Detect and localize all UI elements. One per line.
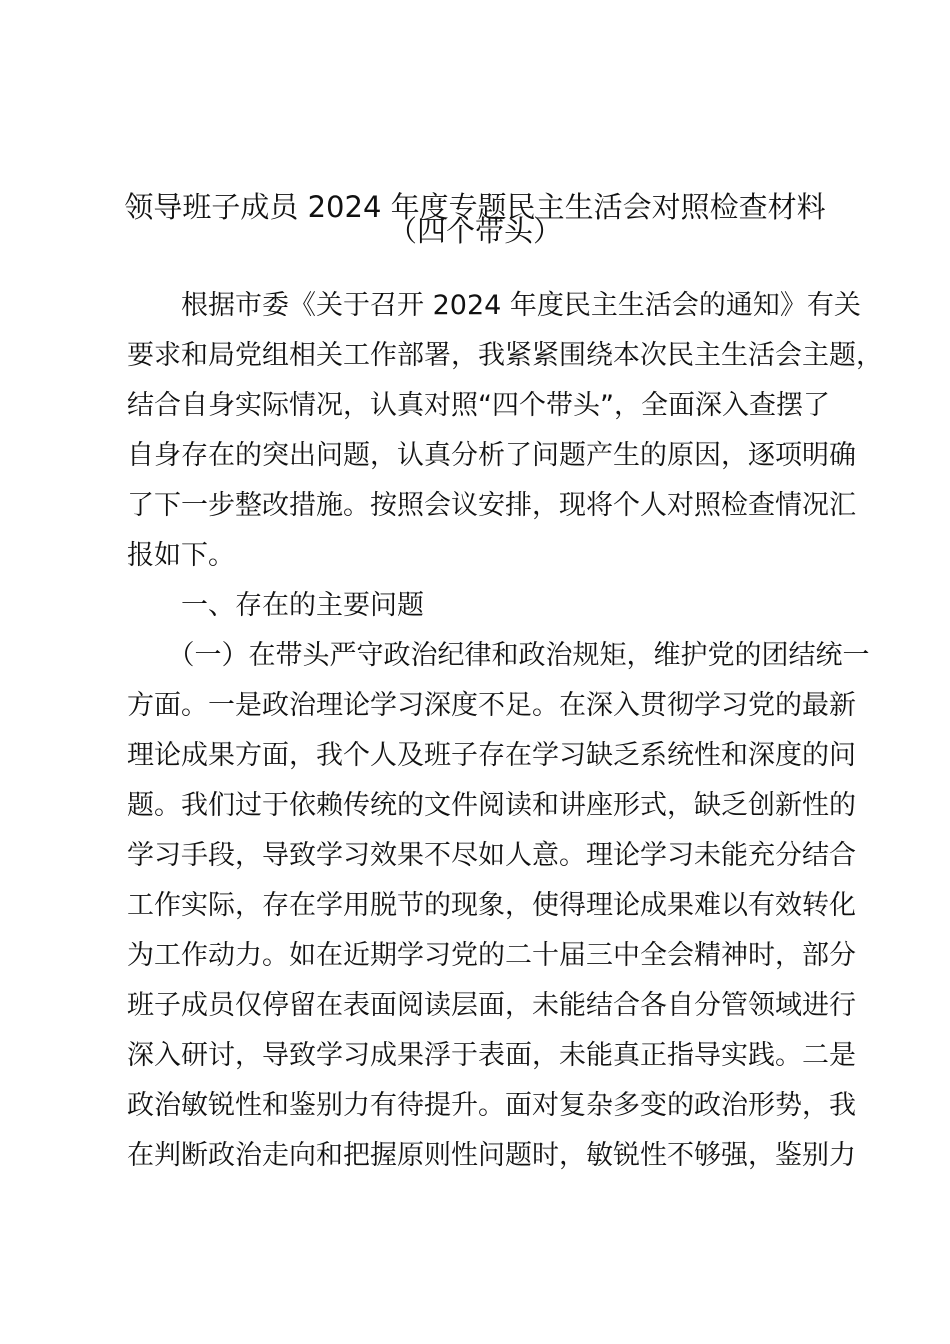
text-line: 工作实际，存在学用脱节的现象，使得理论成果难以有效转化 bbox=[127, 890, 856, 921]
text-line: 结合自身实际情况，认真对照“四个带头”，全面深入查摆了 bbox=[127, 390, 830, 421]
text-line: 要求和局党组相关工作部署，我紧紧围绕本次民主生活会主题， bbox=[127, 340, 883, 371]
subsection-heading-line: （一）在带头严守政治纪律和政治规矩，维护党的团结统一 bbox=[127, 640, 870, 671]
document-subtitle: （四个带头） bbox=[387, 214, 562, 248]
text-line: 班子成员仅停留在表面阅读层面，未能结合各自分管领域进行 bbox=[127, 990, 856, 1021]
text-line: 为工作动力。如在近期学习党的二十届三中全会精神时，部分 bbox=[127, 940, 856, 971]
document-title: 领导班子成员 2024 年度专题民主生活会对照检查材料 bbox=[124, 190, 826, 224]
text-line: 自身存在的突出问题，认真分析了问题产生的原因，逐项明确 bbox=[127, 440, 856, 471]
text-line: 学习手段，导致学习效果不尽如人意。理论学习未能充分结合 bbox=[127, 840, 856, 871]
text-line: 了下一步整改措施。按照会议安排，现将个人对照检查情况汇 bbox=[127, 490, 856, 521]
text-line: 报如下。 bbox=[127, 540, 235, 571]
section-heading: 一、存在的主要问题 bbox=[127, 590, 424, 621]
text-line: 深入研讨，导致学习成果浮于表面，未能真正指导实践。二是 bbox=[127, 1040, 856, 1071]
text-line: 在判断政治走向和把握原则性问题时，敏锐性不够强，鉴别力 bbox=[127, 1140, 856, 1171]
text-line: 理论成果方面，我个人及班子存在学习缺乏系统性和深度的问 bbox=[127, 740, 856, 771]
text-line: 政治敏锐性和鉴别力有待提升。面对复杂多变的政治形势，我 bbox=[127, 1090, 856, 1121]
text-line: 方面。一是政治理论学习深度不足。在深入贯彻学习党的最新 bbox=[127, 690, 856, 721]
text-line: 根据市委《关于召开 2024 年度民主生活会的通知》有关 bbox=[127, 290, 861, 321]
text-line: 题。我们过于依赖传统的文件阅读和讲座形式，缺乏创新性的 bbox=[127, 790, 856, 821]
